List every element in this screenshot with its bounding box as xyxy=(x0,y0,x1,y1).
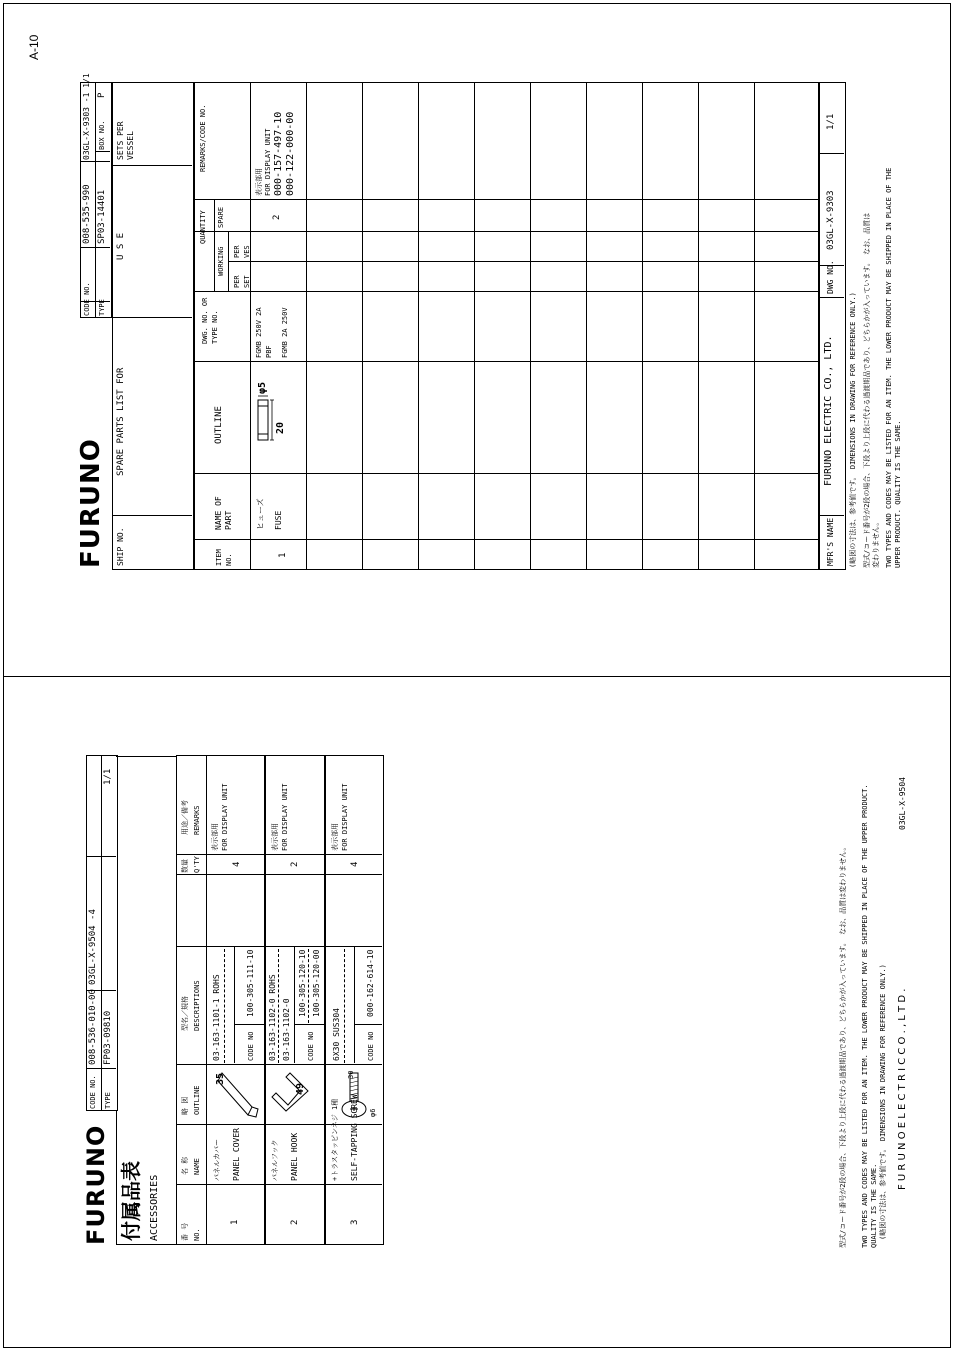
fuse-dim-dia: φ5 xyxy=(257,381,268,394)
type-no-1: FGMB 250V 2A PBF xyxy=(255,307,273,358)
acc-item-3-dim: 30 xyxy=(347,1070,355,1079)
acc-mfr: F U R U N O E L E C T R I C C O . , L T D . xyxy=(897,988,908,1190)
panel-hook-drawing xyxy=(266,1067,322,1121)
acc-hdr-name: NAME xyxy=(193,1158,201,1175)
acc-note-en-2: QUALITY IS THE SAME. xyxy=(870,1163,878,1248)
accessories-notes xyxy=(836,730,916,1250)
acc-hdr-name-jp: 名 称 xyxy=(181,1156,189,1175)
spare-title: SPARE PARTS LIST FOR xyxy=(116,367,126,476)
acc-item-2-qty: 2 xyxy=(290,861,300,867)
acc-item-1-dim: 35 xyxy=(215,1072,226,1085)
hdr-per-set: PER SET xyxy=(233,275,251,288)
acc-item-3-no: 3 xyxy=(350,1219,360,1225)
acc-item-3-name-jp: +トラスタッピンネジ 1種 xyxy=(331,1098,339,1181)
hdr-outline: OUTLINE xyxy=(214,406,224,444)
spare-code-no: 008-535-990 xyxy=(82,184,92,244)
acc-item-3-name: SELF-TAPPING SCREW xyxy=(350,1094,359,1181)
spare-code-label: CODE NO. xyxy=(83,282,91,316)
hdr-dwg-no: DWG. NO. OR TYPE NO. xyxy=(201,297,219,344)
acc-hdr-qty: Q'TY xyxy=(193,856,201,873)
spare-type: SP03-14401 xyxy=(97,189,107,244)
spare-box-no: P xyxy=(97,92,107,98)
acc-item-1-code-label: CODE NO xyxy=(247,1031,255,1061)
acc-item-3-dim-dia: φ6 xyxy=(369,1108,377,1117)
acc-type-label: TYPE xyxy=(104,1092,112,1109)
acc-item-1-desc: 03-163-1101-1 ROHS xyxy=(212,974,221,1061)
acc-note-jp-1: 型式/コード番号が2段の場合、下段より上段に代わる過渡期品であり、どちらかが入っています。 なお、品質は変わりません。 xyxy=(839,843,847,1248)
acc-item-1-name: PANEL COVER xyxy=(232,1128,241,1181)
acc-hdr-no-jp: 番 号 xyxy=(181,1222,189,1241)
mfr-name: FURUNO ELECTRIC CO., LTD. xyxy=(823,335,834,486)
hdr-per-ves: PER VES xyxy=(233,245,251,258)
acc-hdr-no: NO. xyxy=(193,1228,201,1241)
acc-note-en-1: TWO TYPES AND CODES MAY BE LISTED FOR AN ITEM. THE LOWER PRODUCT MAY BE SHIPPED IN PLACE OF THE UPPER PRODUCT. xyxy=(861,784,869,1248)
page-number: A-10 xyxy=(27,34,41,60)
acc-item-1-name-jp: パネルカバー xyxy=(213,1139,221,1181)
acc-item-2-code-b: 100-305-120-00 xyxy=(312,949,321,1017)
acc-dwg-no: 03GL-X-9504 xyxy=(898,777,907,830)
acc-hdr-qty-jp: 数量 xyxy=(181,859,189,873)
acc-code-no: 008-536-010-00 xyxy=(88,989,98,1065)
acc-item-1-code: 100-305-111-10 xyxy=(246,949,255,1017)
acc-item-2-code-a: 100-305-120-10 xyxy=(298,949,307,1017)
spare-qty: 2 xyxy=(272,214,282,220)
spare-note-jp-2: 型式/コード番号が2段の場合、下段より上段に代わる過渡期品であり、どちらかが入っています。 なお、品質は xyxy=(863,212,871,568)
hdr-working: WORKING xyxy=(217,246,225,276)
spare-parts-sheet xyxy=(76,73,848,570)
acc-sheet: 1/1 xyxy=(103,768,113,785)
remark: FOR DISPLAY UNIT xyxy=(264,128,272,196)
acc-note-jp-2: (略図の寸法は、参考値です。 DIMENSIONS IN DRAWING FOR REFERENCE ONLY.) xyxy=(879,964,887,1240)
acc-item-3-remark-jp: 表示部用 xyxy=(331,823,339,851)
acc-title: ACCESSORIES xyxy=(149,1174,160,1241)
fuse-dim-length: 20 xyxy=(275,421,286,434)
acc-item-1-remark-jp: 表示部用 xyxy=(211,823,219,851)
spare-note-en-2: UPPER PRODUCT. QUALITY IS THE SAME. xyxy=(894,420,902,568)
spare-footer-box xyxy=(818,82,846,570)
spare-note-jp-1: (略図の寸法は、参考値です。 DIMENSIONS IN DRAWING FOR REFERENCE ONLY.) xyxy=(849,292,857,568)
acc-item-3-remark: FOR DISPLAY UNIT xyxy=(341,783,349,851)
acc-hdr-desc-jp: 型名／規格 xyxy=(181,996,189,1031)
acc-hdr-remarks-jp: 用途／備考 xyxy=(181,800,189,835)
acc-item-3-desc: 6X30 SUS304 xyxy=(332,1008,341,1061)
sets-per-vessel: SETS PER VESSEL xyxy=(116,121,135,160)
acc-item-2-remark-jp: 表示部用 xyxy=(271,823,279,851)
page-divider xyxy=(3,676,950,677)
acc-title-jp: 付属品表 xyxy=(119,1161,143,1241)
acc-item-1-no: 1 xyxy=(230,1219,240,1225)
type-no-2: FGMB 2A 250V xyxy=(281,307,289,358)
spare-notes xyxy=(846,90,906,570)
acc-item-2-name-jp: パネルフック xyxy=(271,1139,279,1181)
hdr-quantity: QUANTITY xyxy=(199,210,207,244)
hdr-remarks: REMARKS/CODE NO. xyxy=(199,104,207,172)
item-no: 1 xyxy=(278,552,288,558)
acc-item-2-code-label: CODE NO xyxy=(307,1031,315,1061)
hdr-name-of-part: NAME OF PART xyxy=(214,496,233,530)
spare-box-no-label: BOX NO. xyxy=(98,120,106,150)
acc-hdr-remarks: REMARKS xyxy=(193,805,201,835)
acc-item-2-name: PANEL HOOK xyxy=(290,1132,299,1181)
acc-item-3-code: 000-162-614-10 xyxy=(366,949,375,1017)
spare-note-jp-3: 変わりません。 xyxy=(872,518,880,568)
mfr-label: MFR'S NAME xyxy=(826,517,835,566)
remark-code-2: 000-122-000-00 xyxy=(285,111,296,196)
acc-type: FP03-09810 xyxy=(103,1010,113,1065)
hdr-item-no: ITEM NO. xyxy=(215,549,233,566)
acc-hdr-outline: OUTLINE xyxy=(193,1085,201,1115)
acc-code-label: CODE NO. xyxy=(89,1075,97,1109)
accessories-sheet xyxy=(84,755,384,1245)
acc-hdr-outline-jp: 略 図 xyxy=(181,1096,189,1115)
acc-drawing-ref: 03GL-X-9504 -4 xyxy=(88,909,98,985)
furuno-logo-2: FURUNO xyxy=(82,1124,110,1245)
furuno-logo: FURUNO xyxy=(76,438,106,568)
remark-code-1: 000-157-497-10 xyxy=(273,111,284,196)
dwg-no-label: DWG NO. xyxy=(826,260,835,294)
acc-item-2-no: 2 xyxy=(290,1219,300,1225)
acc-item-2-remark: FOR DISPLAY UNIT xyxy=(281,783,289,851)
spare-use: U S E xyxy=(116,232,126,260)
acc-item-2-dim: 49 xyxy=(295,1082,306,1095)
remark-jp: 表示部用 xyxy=(255,168,263,196)
ship-no-label: SHIP NO. xyxy=(116,527,125,566)
spare-note-en-1: TWO TYPES AND CODES MAY BE LISTED FOR AN ITEM. THE LOWER PRODUCT MAY BE SHIPPED IN PLACE OF THE xyxy=(885,167,893,568)
item-name-jp: ヒューズ xyxy=(256,498,265,530)
hdr-spare: SPARE xyxy=(217,206,225,228)
spare-type-label: TYPE xyxy=(98,299,106,316)
acc-item-2-desc-b: 03-163-1102-0 xyxy=(282,998,291,1061)
dwg-no: 03GL-X-9303 xyxy=(826,190,836,250)
item-name: FUSE xyxy=(274,510,283,530)
acc-item-2-desc: 03-163-1102-0 ROHS xyxy=(268,974,277,1061)
acc-item-1-remark: FOR DISPLAY UNIT xyxy=(221,783,229,851)
spare-drawing-ref: 03GL-X-9303 -1 1/1 xyxy=(82,73,91,160)
acc-item-1-qty: 4 xyxy=(232,861,242,867)
acc-item-3-code-label: CODE NO xyxy=(367,1031,375,1061)
acc-hdr-desc: DESCRIPTIONS xyxy=(193,980,201,1031)
acc-item-3-qty: 4 xyxy=(350,861,360,867)
sheet-no: 1/1 xyxy=(826,113,836,130)
